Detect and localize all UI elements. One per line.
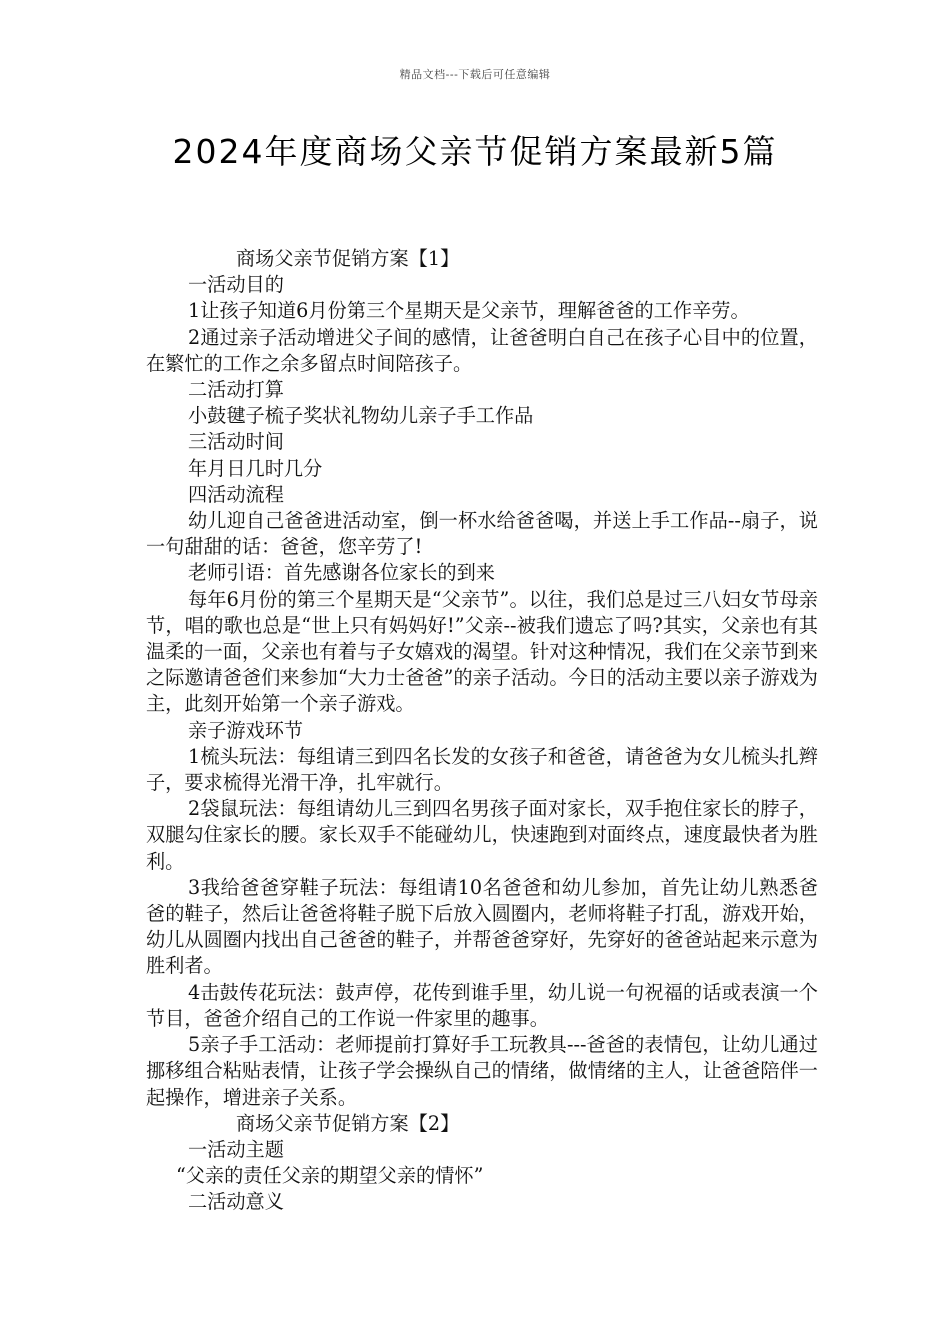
paragraph: 1梳头玩法：每组请三到四名长发的女孩子和爸爸，请爸爸为女儿梳头扎辫子，要求梳得光滑干净，扎牢就行。 xyxy=(146,744,818,795)
paragraph: 年月日几时几分 xyxy=(188,456,323,480)
paragraph: 4击鼓传花玩法：鼓声停，花传到谁手里，幼儿说一句祝福的话或表演一个节目，爸爸介绍自己的工作说一件家里的趣事。 xyxy=(146,980,818,1030)
header-note: 精品文档---下载后可任意编辑 xyxy=(399,68,551,81)
paragraph: 5亲子手工活动：老师提前打算好手工玩教具---爸爸的表情包，让幼儿通过挪移组合粘贴表情，让孩子学会操纵自己的情绪，做情绪的主人，让爸爸陪伴一起操作，增进亲子关系。 xyxy=(146,1033,818,1109)
paragraph: 三活动时间 xyxy=(188,430,284,454)
section-heading: 商场父亲节促销方案【1】 xyxy=(236,247,460,270)
paragraph: 小鼓毽子梳子奖状礼物幼儿亲子手工作品 xyxy=(188,404,534,428)
paragraph: 老师引语：首先感谢各位家长的到来 xyxy=(188,561,495,585)
paragraph: 一活动主题 xyxy=(188,1137,284,1161)
paragraph: 1让孩子知道6月份第三个星期天是父亲节，理解爸爸的工作辛劳。 xyxy=(188,299,750,323)
paragraph: 二活动意义 xyxy=(188,1190,284,1214)
paragraph: 四活动流程 xyxy=(188,482,284,506)
paragraph: 一活动目的 xyxy=(188,273,284,297)
paragraph: 3我给爸爸穿鞋子玩法：每组请10名爸爸和幼儿参加，首先让幼儿熟悉爸爸的鞋子，然后让爸爸将鞋子脱下后放入圆圈内，老师将鞋子打乱，游戏开始，幼儿从圆圈内找出自己爸爸的鞋子，并帮爸爸穿好，先穿好的爸爸站起来示意为胜利者。 xyxy=(146,875,818,978)
paragraph: 2袋鼠玩法：每组请幼儿三到四名男孩子面对家长，双手抱住家长的脖子，双腿勾住家长的腰。家长双手不能碰幼儿，快速跑到对面终点，速度最快者为胜利。 xyxy=(146,797,818,873)
paragraph: 二活动打算 xyxy=(188,378,284,402)
paragraph: 幼儿迎自己爸爸进活动室，倒一杯水给爸爸喝，并送上手工作品--扇子，说一句甜甜的话：爸爸，您辛劳了! xyxy=(146,509,818,559)
paragraph: “父亲的责任父亲的期望父亲的情怀” xyxy=(176,1164,484,1188)
paragraph: 亲子游戏环节 xyxy=(188,718,304,742)
section-heading: 商场父亲节促销方案【2】 xyxy=(236,1111,460,1135)
paragraph: 每年6月份的第三个星期天是“父亲节”。以往，我们总是过三八妇女节母亲节，唱的歌也总是“世上只有妈妈好!”父亲--被我们遗忘了吗?其实，父亲也有其温柔的一面，父亲也有着与子女嬉戏的渴望。针对这种情况，我们在父亲节到来之际邀请爸爸们来参加“大力士爸爸”的亲子活动。今日的活动主要以亲子游戏为主，此刻开始第一个亲子游戏。 xyxy=(146,587,818,716)
document-body xyxy=(146,246,818,1216)
document-title: 2024年度商场父亲节促销方案最新5篇 xyxy=(172,132,778,171)
paragraph: 2通过亲子活动增进父子间的感情，让爸爸明白自己在孩子心目中的位置，在繁忙的工作之余多留点时间陪孩子。 xyxy=(146,325,818,375)
